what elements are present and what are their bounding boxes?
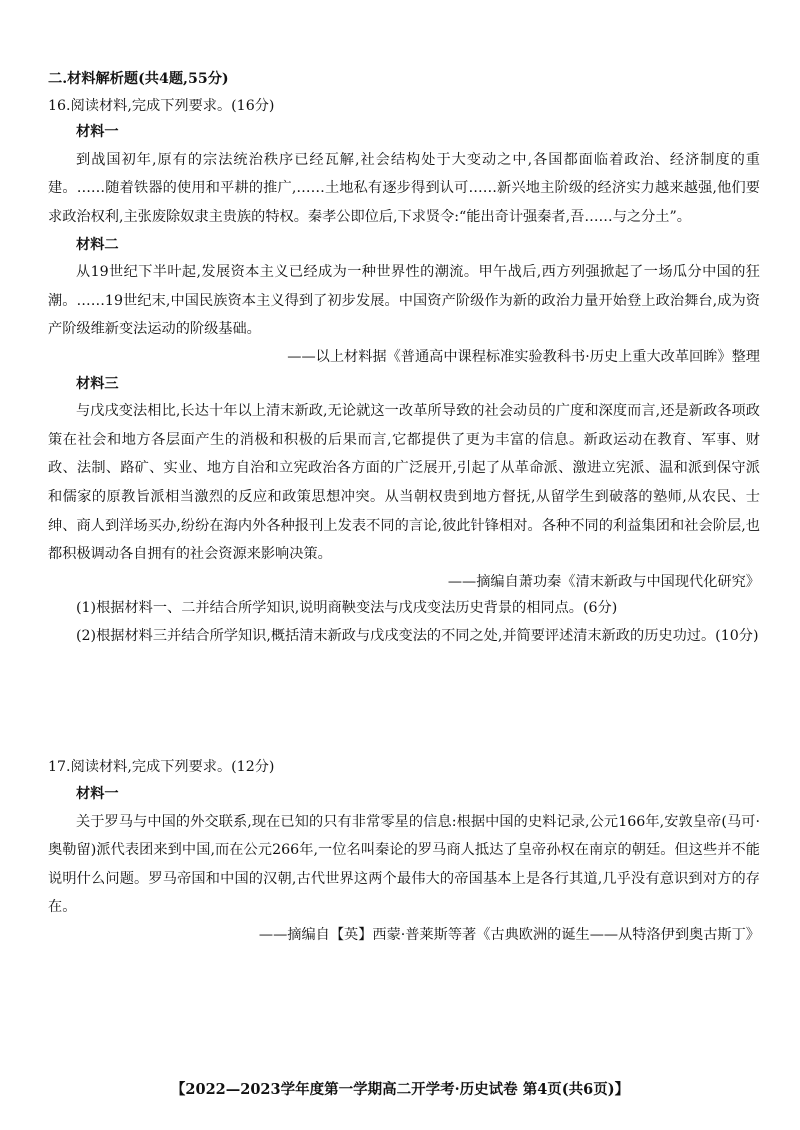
page-footer: 【2022—2023学年度第一学期高二开学考·历史试卷 第4页(共6页)】 <box>170 1081 630 1098</box>
q16-material-1-label: 材料一 <box>76 124 119 141</box>
q17-material-1-text: 关于罗马与中国的外交联系,现在已知的只有非常零星的信息:根据中国的史料记录,公元166年,安敦皇帝(马可·奥勒留)派代表团来到中国,而在公元266年,一位名叫秦论的罗马商人抵达了皇帝孙权在南京的朝廷。但这些并不能说明什么问题。罗马帝国和中国的汉朝,古代世界这两个最伟大的帝国基本上是各行其道,几乎没有意识到对方的存在。 <box>48 813 760 916</box>
q16-material-3-source: ——摘编自萧功秦《清末新政与中国现代化研究》 <box>447 573 760 590</box>
q16-task-1: (1)根据材料一、二并结合所学知识,说明商鞅变法与戊戌变法历史背景的相同点。(6分) <box>76 600 618 617</box>
q16-material-3-label: 材料三 <box>76 375 119 392</box>
exam-page <box>48 66 760 949</box>
q16-material-3-text: 与戊戌变法相比,长达十年以上清末新政,无论就这一改革所导致的社会动员的广度和深度而言,还是新政各项政策在社会和地方各层面产生的消极和积极的后果而言,它都提供了更为丰富的信息。新政运动在教育、军事、财政、法制、路矿、实业、地方自治和立宪政治各方面的广泛展开,引起了从革命派、激进立宪派、温和派到保守派和儒家的原教旨派相当激烈的反应和政策思想冲突。从当朝权贵到地方督抚,从留学生到破落的塾师,从农民、士绅、商人到洋场买办,纷纷在海内外各种报刊上发表不同的言论,彼此针锋相对。各种不同的利益集团和社会阶层,也都积极调动各自拥有的社会资源来影响决策。 <box>48 403 760 563</box>
q16-material-2-text: 从19世纪下半叶起,发展资本主义已经成为一种世界性的潮流。甲午战后,西方列强掀起了一场瓜分中国的狂潮。……19世纪末,中国民族资本主义得到了初步发展。中国资产阶级作为新的政治力量开始登上政治舞台,成为资产阶级维新变法运动的阶级基础。 <box>48 264 760 338</box>
q17-material-1-source: ——摘编自【英】西蒙·普莱斯等著《古典欧洲的诞生——从特洛伊到奥古斯丁》 <box>258 927 760 944</box>
q16-material-1-text: 到战国初年,原有的宗法统治秩序已经瓦解,社会结构处于大变动之中,各国都面临着政治、经济制度的重建。……随着铁器的使用和平耕的推广,……土地私有逐步得到认可……新兴地主阶级的经济实力越来越强,他们要求政治权利,主张废除奴隶主贵族的特权。秦孝公即位后,下求贤令:“能出奇计强秦者,吾……与之分土”。 <box>48 151 760 225</box>
q16-material-2-label: 材料二 <box>76 236 119 253</box>
section-header: 二.材料解析题(共4题,55分) <box>48 71 229 87</box>
q17-material-1-label: 材料一 <box>76 786 119 803</box>
q16-task-2: (2)根据材料三并结合所学知识,概括清末新政与戊戌变法的不同之处,并简要评述清末新政的历史功过。(10分) <box>76 627 759 644</box>
question-17-stem: 17.阅读材料,完成下列要求。(12分) <box>48 759 275 776</box>
question-16-stem: 16.阅读材料,完成下列要求。(16分) <box>48 97 275 114</box>
q16-material-1-2-source: ——以上材料据《普通高中课程标准实验教科书·历史上重大改革回眸》整理 <box>287 348 760 365</box>
answer-space <box>48 650 760 754</box>
